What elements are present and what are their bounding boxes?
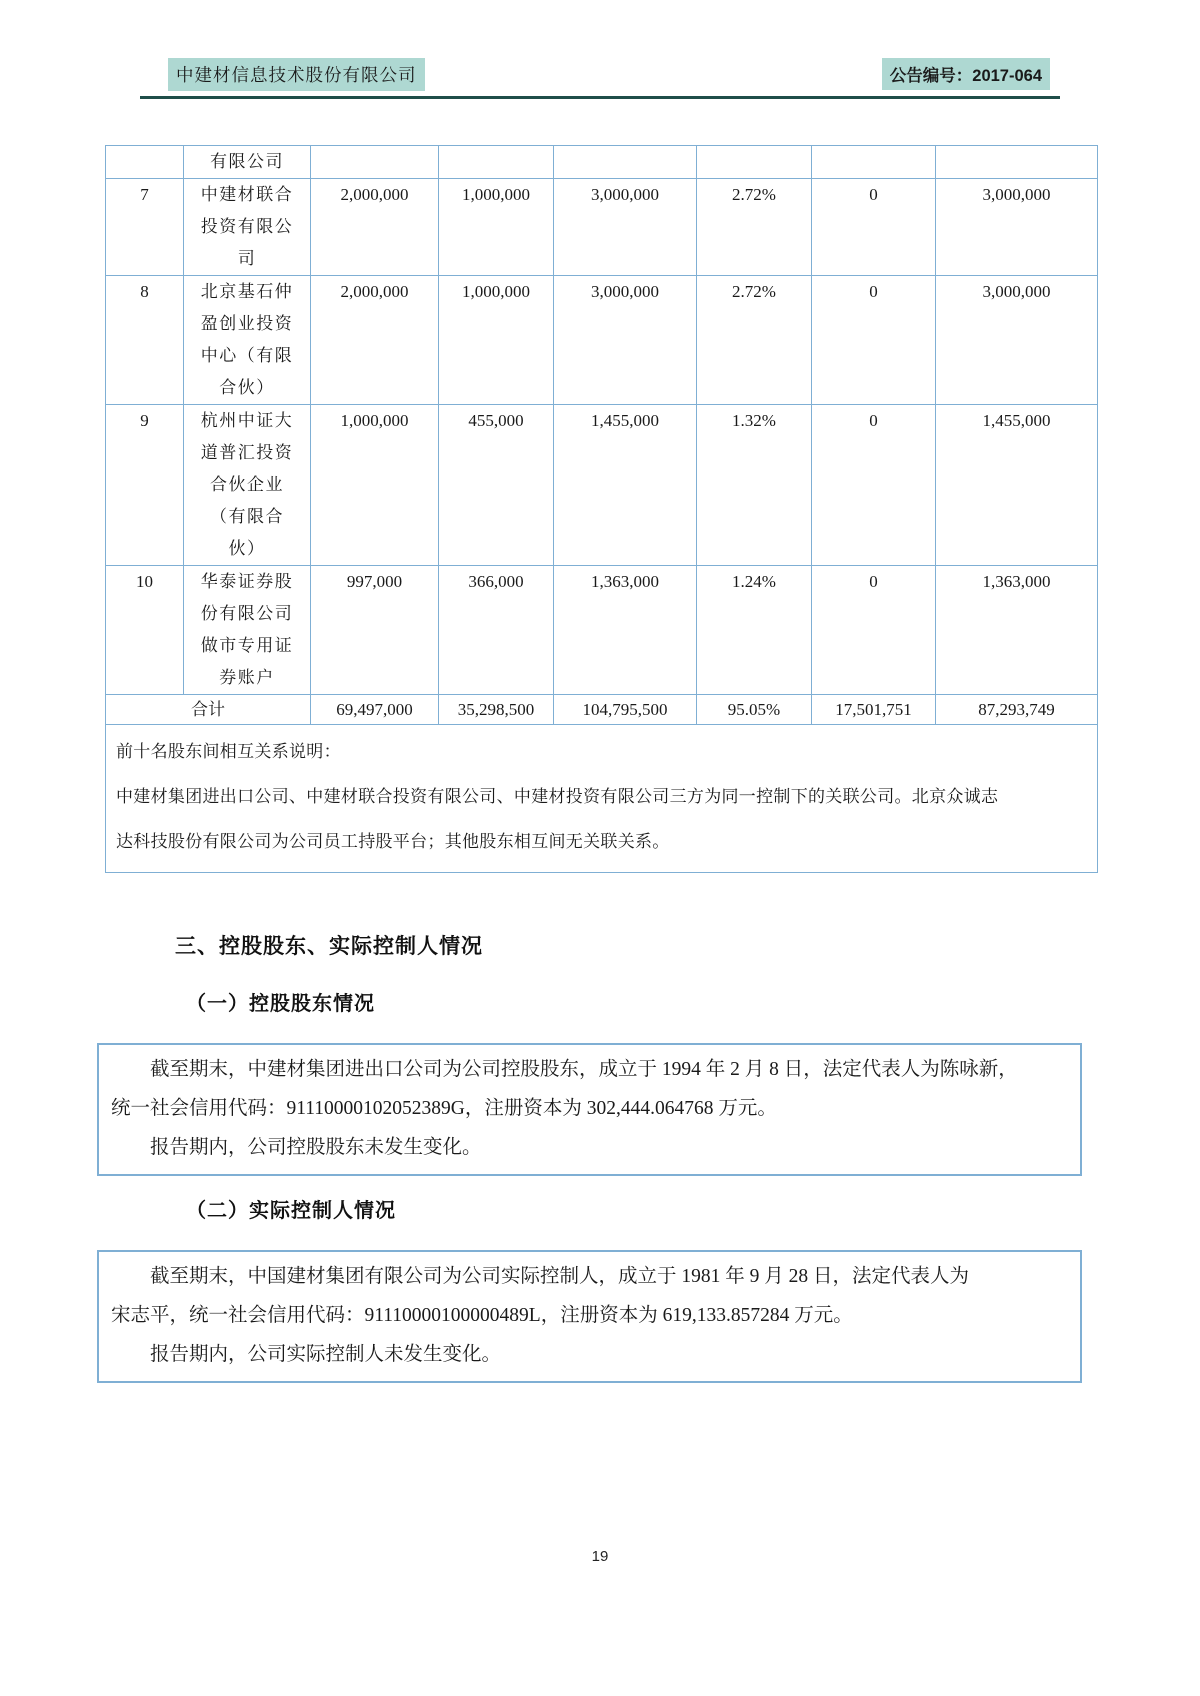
- table-cell: 2,000,000: [311, 179, 439, 276]
- table-cell: [697, 146, 812, 179]
- table-cell: [106, 146, 184, 179]
- table-cell: 北京基石仲 盈创业投资 中心（有限 合伙）: [184, 276, 311, 405]
- table-cell: 1.32%: [697, 405, 812, 566]
- table-cell: 3,000,000: [936, 179, 1098, 276]
- subsection-heading-2: （二）实际控制人情况: [186, 1200, 396, 1222]
- table-cell: 997,000: [311, 566, 439, 695]
- page-number: 19: [591, 1548, 609, 1565]
- actual-controller-block: [97, 1250, 1082, 1383]
- controlling-shareholder-change-note: 报告期内，公司控股股东未发生变化。: [150, 1137, 482, 1158]
- table-cell: [936, 146, 1098, 179]
- table-row: [106, 276, 1098, 405]
- table-cell: 3,000,000: [554, 179, 697, 276]
- table-cell: [311, 146, 439, 179]
- table-cell: 0: [812, 405, 936, 566]
- table-cell: 0: [812, 179, 936, 276]
- shareholders-table-wrap: [105, 145, 1097, 873]
- table-cell: 1,455,000: [554, 405, 697, 566]
- table-cell: 7: [106, 179, 184, 276]
- table-cell: 104,795,500: [554, 695, 697, 725]
- table-cell: 2.72%: [697, 179, 812, 276]
- table-cell: 87,293,749: [936, 695, 1098, 725]
- table-cell: 杭州中证大 道普汇投资 合伙企业 （有限合 伙）: [184, 405, 311, 566]
- actual-controller-paragraph: 截至期末，中国建材集团有限公司为公司实际控制人，成立于 1981 年 9 月 28 日，法定代表人为 宋志平，统一社会信用代码：91110000100000489L，注册资本为 619,133.857284 万元。: [111, 1266, 970, 1326]
- table-row: [106, 179, 1098, 276]
- header-announcement-number: 公告编号：2017-064: [882, 58, 1050, 90]
- header-rule: [140, 96, 1060, 99]
- table-cell: 35,298,500: [439, 695, 554, 725]
- table-cell: 3,000,000: [936, 276, 1098, 405]
- table-cell: [812, 146, 936, 179]
- actual-controller-change-note: 报告期内，公司实际控制人未发生变化。: [150, 1344, 502, 1365]
- shareholders-table: [105, 145, 1098, 873]
- table-cell: 华泰证券股 份有限公司 做市专用证 券账户: [184, 566, 311, 695]
- table-row: [106, 405, 1098, 566]
- table-cell: 9: [106, 405, 184, 566]
- header-company-name: 中建材信息技术股份有限公司: [168, 58, 425, 91]
- controlling-shareholder-block: [97, 1043, 1082, 1176]
- table-cell: 1,000,000: [439, 179, 554, 276]
- table-cell: [439, 146, 554, 179]
- table-cell: 1,455,000: [936, 405, 1098, 566]
- table-cell: 3,000,000: [554, 276, 697, 405]
- table-cell: 合计: [106, 695, 311, 725]
- table-cell: 2.72%: [697, 276, 812, 405]
- table-row: [106, 146, 1098, 179]
- table-cell: 1,363,000: [554, 566, 697, 695]
- table-cell: 2,000,000: [311, 276, 439, 405]
- table-cell: 8: [106, 276, 184, 405]
- controlling-shareholder-paragraph: 截至期末，中建材集团进出口公司为公司控股股东，成立于 1994 年 2 月 8 日，法定代表人为陈咏新， 统一社会信用代码：91110000102052389G，注册资本为 302,444.064768 万元。: [111, 1059, 1018, 1119]
- table-row: [106, 566, 1098, 695]
- table-cell: 69,497,000: [311, 695, 439, 725]
- table-cell: 中建材联合 投资有限公 司: [184, 179, 311, 276]
- table-cell: 95.05%: [697, 695, 812, 725]
- table-cell: 10: [106, 566, 184, 695]
- section-heading-3: 三、控股股东、实际控制人情况: [175, 935, 483, 958]
- table-cell: 366,000: [439, 566, 554, 695]
- table-cell: 17,501,751: [812, 695, 936, 725]
- table-cell: 0: [812, 566, 936, 695]
- table-cell: 455,000: [439, 405, 554, 566]
- table-cell: 有限公司: [184, 146, 311, 179]
- table-cell: 1,363,000: [936, 566, 1098, 695]
- relationship-note-cell: 前十名股东间相互关系说明： 中建材集团进出口公司、中建材联合投资有限公司、中建材投资有限公司三方为同一控制下的关联公司。北京众诚志 达科技股份有限公司为公司员工持股平台；其他股东相互间无关联关系。: [106, 725, 1098, 873]
- table-cell: 0: [812, 276, 936, 405]
- table-cell: 1,000,000: [439, 276, 554, 405]
- subsection-heading-1: （一）控股股东情况: [186, 993, 375, 1015]
- table-cell: 1.24%: [697, 566, 812, 695]
- table-note-row: [106, 725, 1098, 873]
- table-total-row: [106, 695, 1098, 725]
- table-cell: 1,000,000: [311, 405, 439, 566]
- table-cell: [554, 146, 697, 179]
